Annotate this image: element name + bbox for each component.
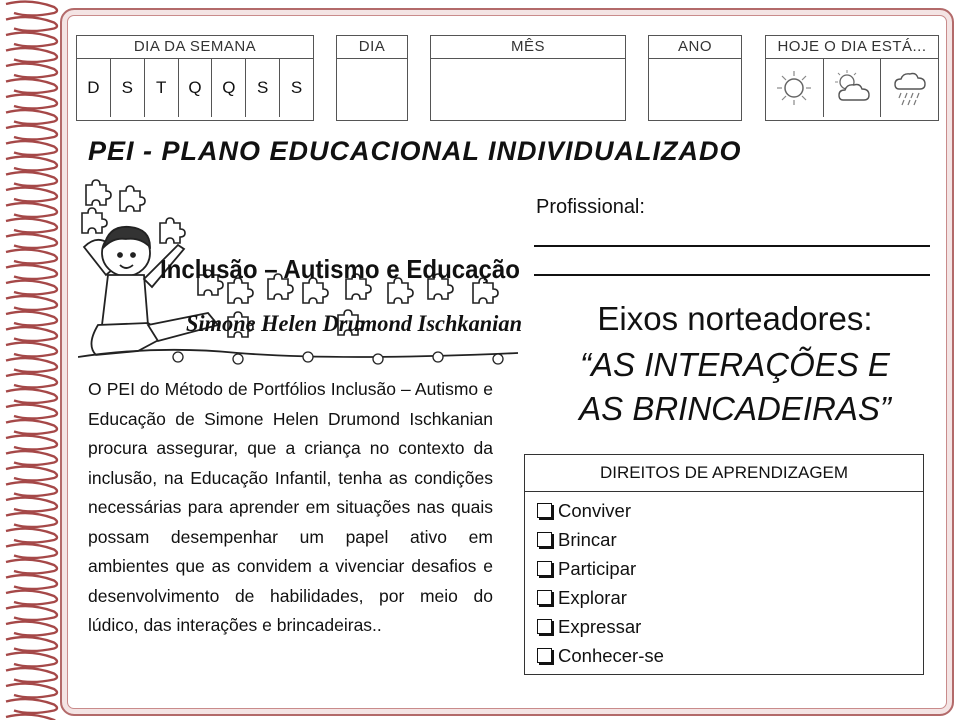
spiral-coil <box>6 2 57 16</box>
weather-box <box>765 35 939 121</box>
right-item-explorar[interactable] <box>537 583 923 612</box>
weekday-q1[interactable]: Q <box>179 59 213 117</box>
month-box[interactable] <box>430 35 626 121</box>
spiral-coil <box>6 637 57 651</box>
weekday-t[interactable]: T <box>145 59 179 117</box>
spiral-coil <box>6 79 57 93</box>
right-label: Conhecer-se <box>558 645 664 666</box>
profissional-line-1[interactable] <box>534 245 930 247</box>
weekday-s3[interactable]: S <box>290 78 303 97</box>
spiral-coil <box>6 451 57 465</box>
spiral-coil <box>6 436 57 450</box>
spiral-coil <box>6 250 57 264</box>
spiral-coil <box>6 327 57 341</box>
right-item-expressar[interactable] <box>537 612 923 641</box>
right-item-brincar[interactable] <box>537 525 923 554</box>
right-label: Conviver <box>558 500 631 521</box>
day-label: DIA <box>337 36 407 59</box>
weekday-d[interactable]: D <box>77 59 111 117</box>
weekday-box <box>76 35 314 121</box>
weather-options <box>766 59 938 117</box>
spiral-coil <box>6 157 57 171</box>
spiral-coil <box>6 141 57 155</box>
spiral-coil <box>6 498 57 512</box>
spiral-coil <box>6 312 57 326</box>
partly-cloudy-icon[interactable] <box>824 59 882 117</box>
spiral-coil <box>6 95 57 109</box>
spiral-coil <box>6 126 57 140</box>
right-label: Expressar <box>558 616 642 637</box>
spiral-coil <box>6 48 57 62</box>
spiral-coil <box>6 172 57 186</box>
spiral-coil <box>6 653 57 667</box>
right-label: Explorar <box>558 587 627 608</box>
spiral-coil <box>6 17 57 31</box>
spiral-coil <box>6 560 57 574</box>
spiral-coil <box>6 482 57 496</box>
spiral-coil <box>6 374 57 388</box>
year-label: ANO <box>649 36 741 59</box>
spiral-coil <box>6 33 57 47</box>
logo-illustration <box>78 175 528 370</box>
eixos-heading: Eixos norteadores: <box>597 300 873 337</box>
checkbox-icon[interactable] <box>537 532 552 547</box>
right-item-participar[interactable] <box>537 554 923 583</box>
pei-description: O PEI do Método de Portfólios Inclusão – Autismo e Educação de Simone Helen Drumond Ischkanian procura assegurar, que a criança no contexto da inclusão, na Educação Infantil, tenha as condições necessárias para aprender em situações nas quais possam desempenhar um papel ativo em ambientes que as convidem a vivenciar desafios e desenvolvimento de habilidades, por meio do lúdico, das interações e brincadeiras.. <box>88 379 493 635</box>
spiral-coil <box>6 64 57 78</box>
right-item-conviver[interactable] <box>537 496 923 525</box>
spiral-coil <box>6 513 57 527</box>
spiral-coil <box>6 219 57 233</box>
weather-label: HOJE O DIA ESTÁ... <box>766 36 938 59</box>
checkbox-icon[interactable] <box>537 561 552 576</box>
spiral-coil <box>6 405 57 419</box>
logo-title: Inclusão – Autismo e Educação <box>160 254 520 284</box>
spiral-coil <box>6 281 57 295</box>
spiral-coil <box>6 622 57 636</box>
logo-author: Simone Helen Drumond Ischkanian <box>186 311 522 336</box>
checkbox-icon[interactable] <box>537 619 552 634</box>
spiral-coil <box>6 544 57 558</box>
day-box[interactable] <box>336 35 408 121</box>
spiral-coil <box>6 715 57 720</box>
checkbox-icon[interactable] <box>537 590 552 605</box>
right-label: Brincar <box>558 529 617 550</box>
eixos-subtitle-line-1: “AS INTERAÇÕES E <box>580 346 890 383</box>
rain-icon[interactable] <box>881 59 938 117</box>
page-title: PEI - PLANO EDUCACIONAL INDIVIDUALIZADO <box>88 136 742 166</box>
right-item-conhecer-se[interactable] <box>537 641 923 670</box>
weekday-s2[interactable]: S <box>246 59 280 117</box>
year-box[interactable] <box>648 35 742 121</box>
spiral-coil <box>6 420 57 434</box>
weekday-label: DIA DA SEMANA <box>77 36 313 59</box>
spiral-coil <box>6 110 57 124</box>
profissional-line-2[interactable] <box>534 274 930 276</box>
weekday-s[interactable]: S <box>111 59 145 117</box>
spiral-coil <box>6 467 57 481</box>
weekday-letters <box>77 59 313 117</box>
spiral-coil <box>6 699 57 713</box>
month-label: MÊS <box>431 36 625 59</box>
spiral-coil <box>6 389 57 403</box>
weekday-q2[interactable]: Q <box>212 59 246 117</box>
spiral-coil <box>6 296 57 310</box>
spiral-coil <box>6 575 57 589</box>
spiral-coil <box>6 343 57 357</box>
spiral-coil <box>6 684 57 698</box>
checkbox-icon[interactable] <box>537 503 552 518</box>
spiral-coil <box>6 529 57 543</box>
eixos-subtitle <box>530 343 940 431</box>
eixos-subtitle-line-2: AS BRINCADEIRAS” <box>579 390 891 427</box>
learning-rights-title: DIREITOS DE APRENDIZAGEM <box>525 455 923 492</box>
sun-icon[interactable] <box>766 59 824 117</box>
spiral-binding <box>0 0 62 720</box>
spiral-coil <box>6 606 57 620</box>
spiral-coil <box>6 188 57 202</box>
spiral-coil <box>6 668 57 682</box>
right-label: Participar <box>558 558 637 579</box>
profissional-label: Profissional: <box>536 196 645 218</box>
spiral-coil <box>6 265 57 279</box>
spiral-coil <box>6 358 57 372</box>
spiral-coil <box>6 591 57 605</box>
checkbox-icon[interactable] <box>537 648 552 663</box>
learning-rights-list <box>537 496 923 670</box>
learning-rights-table <box>524 454 924 675</box>
spiral-coil <box>6 234 57 248</box>
spiral-coil <box>6 203 57 217</box>
flowers-icon <box>173 352 503 364</box>
